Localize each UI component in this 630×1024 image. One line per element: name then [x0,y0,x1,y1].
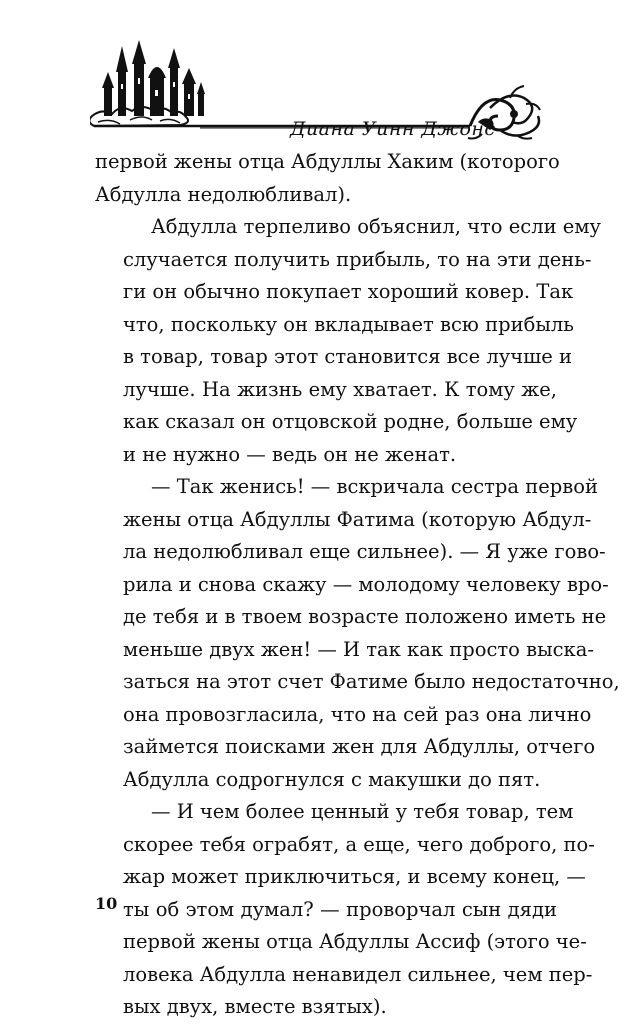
text-line: — И чем более ценный у тебя товар, тем [151,800,574,823]
text-line: рила и снова скажу — молодому человеку вро- [123,572,609,596]
text-line: первой жены отца Абдуллы Хаким (которого [95,150,560,173]
text-line: ловека Абдулла ненавидел сильнее, чем пер- [123,962,593,986]
text-line: в товар, товар этот становится все лучше и [123,345,572,368]
text-line: первой жены отца Абдуллы Ассиф (этого че- [123,930,587,953]
text-line: займется поисками жен для Абдуллы, отчего [123,735,596,758]
text-line: меньше двух жен! — И так как просто выска- [123,637,594,661]
text-line: Абдулла терпеливо объяснил, что если ему [151,215,601,238]
text-line: заться на этот счет Фатиме было недостаточно, [123,670,620,693]
paragraph [95,471,620,796]
text-line: жены отца Абдуллы Фатима (которую Абдул- [123,507,592,531]
text-line: и не нужно — ведь он не женат. [123,442,457,466]
text-line: ла недолюбливал еще сильнее). — Я уже гово- [123,540,606,563]
text-line: де тебя и в твоем возрасте положено иметь не [123,605,607,628]
page-number: 10 [95,894,118,913]
body-text [95,146,620,1024]
text-line: — Так женись! — вскричала сестра первой [151,475,598,498]
text-line: что, поскольку он вкладывает всю прибыль [123,312,574,336]
running-header [90,38,552,142]
text-line: случается получить прибыль, то на эти день- [123,247,592,271]
text-line: она провозгласила, что на сей раз она лично [123,702,592,726]
text-line: Абдулла содрогнулся с макушки до пят. [123,767,541,791]
text-line: лучше. На жизнь ему хватает. К тому же, [123,377,557,401]
paragraph [95,211,601,471]
text-line: Абдулла недолюбливал). [95,182,352,206]
text-line: жар может приключиться, и всему конец, — [123,865,586,888]
text-line: как сказал он отцовской родне, больше ему [123,410,578,433]
text-line: вых двух, вместе взятых). [123,995,387,1018]
text-line: ги он обычно покупает хороший ковер. Так [123,280,574,303]
paragraph [95,796,595,1024]
paragraph [95,146,560,211]
text-line: ты об этом думал? — проворчал сын дяди [123,897,557,921]
author-name: Диана Уинн Джонс [290,118,496,140]
text-line: скорее тебя ограбят, а еще, чего доброго, по- [123,832,595,856]
